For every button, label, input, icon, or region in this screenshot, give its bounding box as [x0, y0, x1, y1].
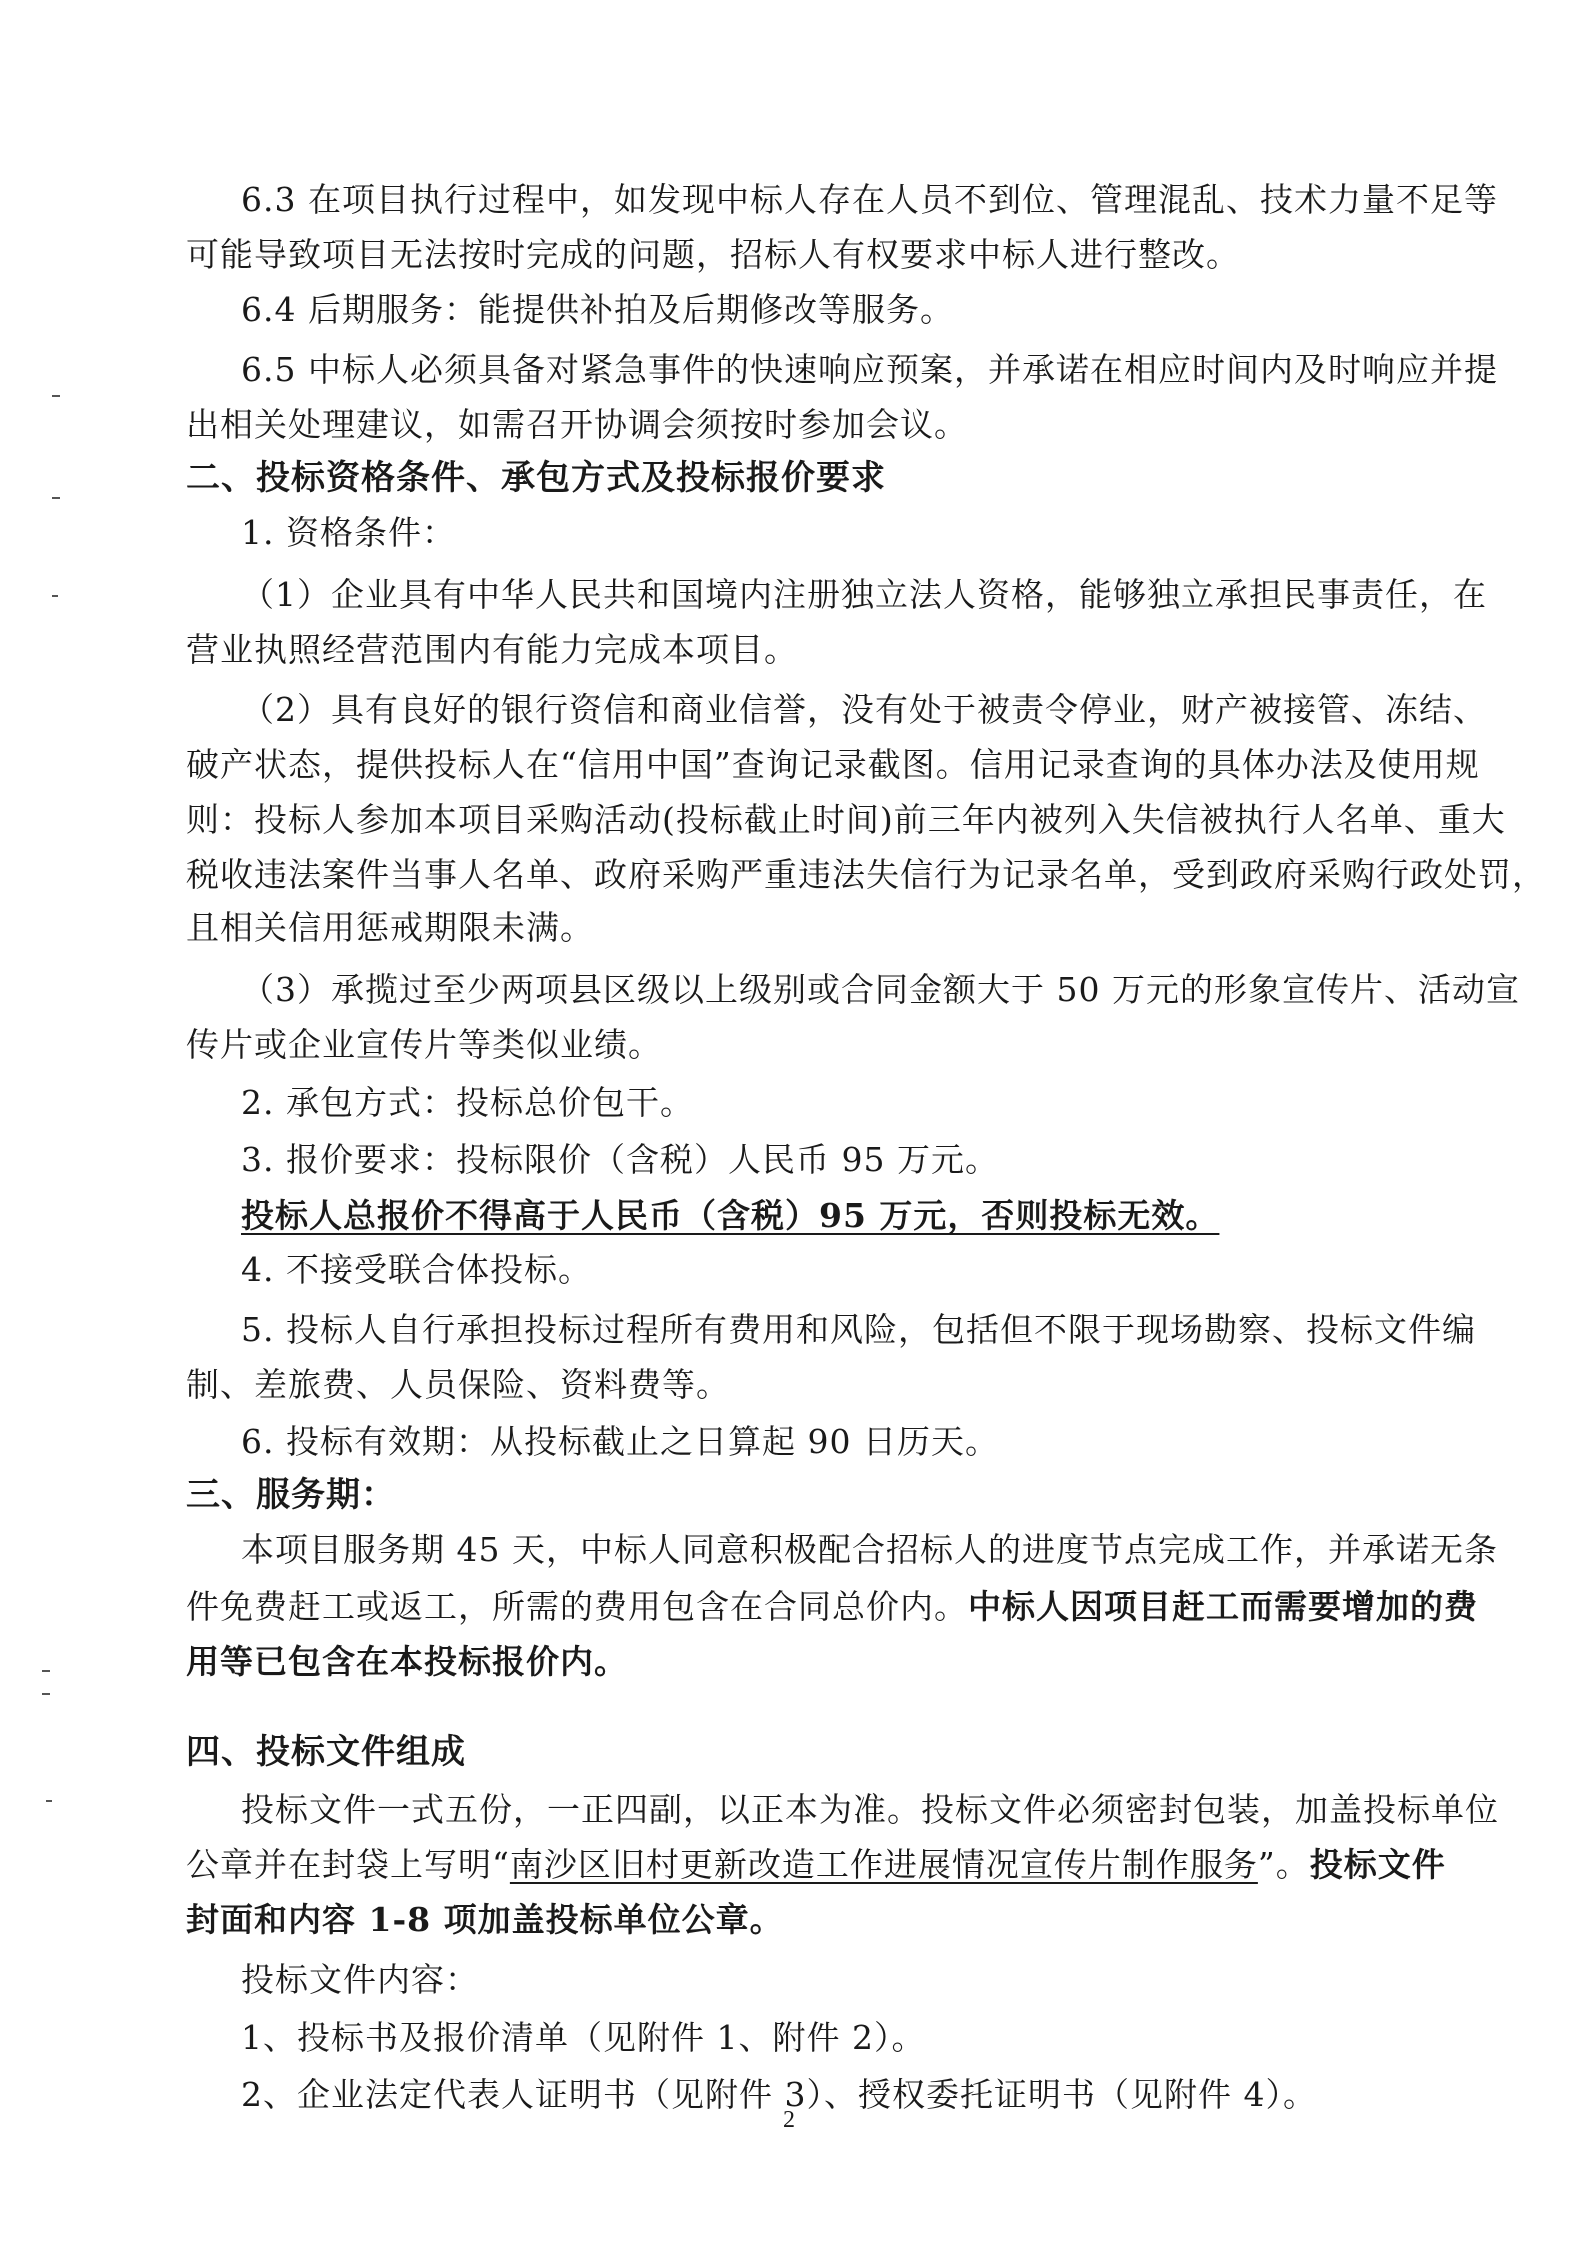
service-period-text: 件免费赶工或返工，所需的费用包含在合同总价内。 [186, 1587, 968, 1626]
qualification-2-line-1: （2）具有良好的银行资信和商业信誉，没有处于被责令停业，财产被接管、冻结、 [241, 690, 1487, 729]
bid-docs-line-3: 封面和内容 1-8 项加盖投标单位公章。 [186, 1900, 784, 1939]
no-consortium: 4. 不接受联合体投标。 [241, 1250, 592, 1289]
bid-content-item-1: 1、投标书及报价清单（见附件 1、附件 2）。 [241, 2018, 926, 2057]
bidder-costs-line-1: 5. 投标人自行承担投标过程所有费用和风险，包括但不限于现场勘察、投标文件编 [241, 1310, 1476, 1349]
scan-mark [46, 1800, 52, 1802]
qualification-2-line-4: 税收违法案件当事人名单、政府采购严重违法失信行为记录名单，受到政府采购行政处罚， [186, 855, 1546, 894]
qualification-3-line-2: 传片或企业宣传片等类似业绩。 [186, 1025, 662, 1064]
service-period-bold: 中标人因项目赶工而需要增加的费 [968, 1587, 1478, 1626]
para-6-3-line-1: 6.3 在项目执行过程中，如发现中标人存在人员不到位、管理混乱、技术力量不足等 [241, 180, 1498, 219]
bid-docs-after: ”。 [1257, 1845, 1310, 1884]
para-6-5-line-2: 出相关处理建议，如需召开协调会须按时参加会议。 [186, 405, 968, 444]
scan-mark [42, 1693, 50, 1695]
price-cap-notice: 投标人总报价不得高于人民币（含税）95 万元，否则投标无效。 [241, 1196, 1220, 1235]
scan-mark [52, 595, 58, 597]
para-6-5-line-1: 6.5 中标人必须具备对紧急事件的快速响应预案，并承诺在相应时间内及时响应并提 [241, 350, 1498, 389]
qualification-title: 1. 资格条件： [241, 513, 456, 552]
qualification-2-line-5: 且相关信用惩戒期限未满。 [186, 908, 594, 947]
project-name: 南沙区旧村更新改造工作进展情况宣传片制作服务 [509, 1845, 1258, 1884]
section-heading-3: 三、服务期： [186, 1475, 396, 1515]
bidder-costs-line-2: 制、差旅费、人员保险、资料费等。 [186, 1365, 730, 1404]
service-period-line-3: 用等已包含在本投标报价内。 [186, 1642, 628, 1681]
qualification-1-line-2: 营业执照经营范围内有能力完成本项目。 [186, 630, 798, 669]
bid-content-item-2: 2、企业法定代表人证明书（见附件 3）、授权委托证明书（见附件 4）。 [241, 2075, 1317, 2114]
qualification-2-line-3: 则：投标人参加本项目采购活动(投标截止时间)前三年内被列入失信被执行人名单、重大 [186, 800, 1506, 839]
qualification-3-line-1: （3）承揽过至少两项县区级以上级别或合同金额大于 50 万元的形象宣传片、活动宣 [241, 970, 1520, 1009]
qualification-2-line-2: 破产状态，提供投标人在“信用中国”查询记录截图。信用记录查询的具体办法及使用规 [186, 745, 1480, 784]
bid-docs-line-1: 投标文件一式五份，一正四副，以正本为准。投标文件必须密封包装，加盖投标单位 [241, 1790, 1499, 1829]
bid-content-title: 投标文件内容： [241, 1960, 479, 1999]
section-heading-4: 四、投标文件组成 [186, 1732, 466, 1772]
page-number: 2 [783, 2107, 795, 2133]
price-requirement: 3. 报价要求：投标限价（含税）人民币 95 万元。 [241, 1140, 999, 1179]
para-6-4: 6.4 后期服务：能提供补拍及后期修改等服务。 [241, 290, 954, 329]
contract-method: 2. 承包方式：投标总价包干。 [241, 1083, 694, 1122]
bid-validity: 6. 投标有效期：从投标截止之日算起 90 日历天。 [241, 1422, 999, 1461]
bid-docs-text: 公章并在封袋上写明“ [186, 1845, 510, 1884]
qualification-1-line-1: （1）企业具有中华人民共和国境内注册独立法人资格，能够独立承担民事责任，在 [241, 575, 1487, 614]
para-6-3-line-2: 可能导致项目无法按时完成的问题，招标人有权要求中标人进行整改。 [186, 235, 1240, 274]
scan-mark [52, 395, 60, 397]
bid-docs-line-2 [186, 1845, 1446, 1885]
scan-mark [52, 497, 60, 499]
scan-mark [42, 1670, 50, 1672]
section-heading-2: 二、投标资格条件、承包方式及投标报价要求 [186, 458, 886, 498]
service-period-line-1: 本项目服务期 45 天，中标人同意积极配合招标人的进度节点完成工作，并承诺无条 [241, 1530, 1498, 1569]
service-period-line-2 [186, 1587, 1478, 1627]
bid-docs-bold: 投标文件 [1309, 1845, 1446, 1884]
